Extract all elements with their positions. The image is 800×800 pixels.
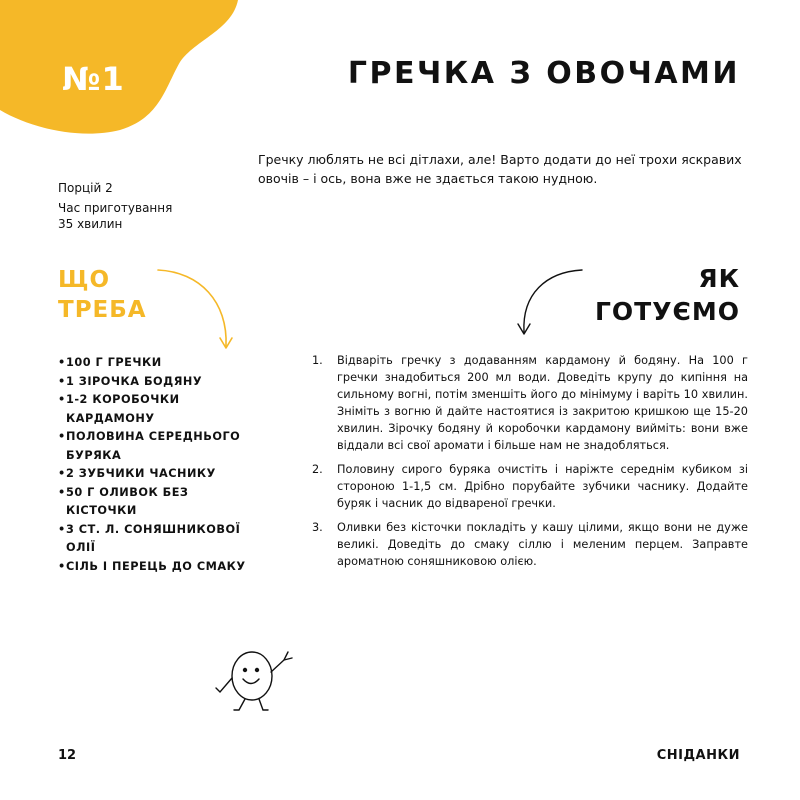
ingredients-heading-line2: ТРЕБА <box>58 297 147 323</box>
smiling-character-icon <box>208 648 298 714</box>
step-text: Відваріть гречку з додаванням кардамону й бодяну. На 100 г гречки знадобиться 200 мл води. Доведіть крупу до кипіння на сильному вогні, потім зменшіть його до мінімуму і варіть 10 хвилин. Зніміть з вогню й дайте настоятися із закритою кришкою ще 15-20 хвилин. Зірочку бодяну й коробочки кардамону вийміть: вони вже віддали всі свої аромати і більше нам не знадобляться. <box>337 354 748 452</box>
ingredient-item: • СІЛЬ І ПЕРЕЦЬ ДО СМАКУ <box>58 558 258 577</box>
method-step <box>312 461 748 512</box>
ingredient-item: • 2 ЗУБЧИКИ ЧАСНИКУ <box>58 465 258 484</box>
method-step <box>312 519 748 570</box>
ingredient-item: • ПОЛОВИНА СЕРЕДНЬОГО БУРЯКА <box>58 428 258 465</box>
ingredient-item: • 1-2 КОРОБОЧКИ КАРДАМОНУ <box>58 391 258 428</box>
ingredient-item: • 100 Г ГРЕЧКИ <box>58 354 258 373</box>
section-name: СНІДАНКИ <box>656 748 740 763</box>
ingredients-heading <box>58 265 147 325</box>
method-heading-line1: ЯК <box>698 264 740 293</box>
step-number: 3. <box>312 521 323 534</box>
page-number: 12 <box>58 748 77 763</box>
method-heading <box>595 262 740 328</box>
curved-arrow-icon <box>510 264 590 340</box>
step-number: 2. <box>312 463 323 476</box>
ingredient-item: • 50 Г ОЛИВОК БЕЗ КІСТОЧКИ <box>58 484 258 521</box>
ingredients-heading-line1: ЩО <box>58 267 111 293</box>
ingredient-item: • 3 СТ. Л. СОНЯШНИКОВОЇ ОЛІЇ <box>58 521 258 558</box>
ingredient-item: • 1 ЗІРОЧКА БОДЯНУ <box>58 373 258 392</box>
page-title: ГРЕЧКА З ОВОЧАМИ <box>347 56 740 91</box>
step-number: 1. <box>312 354 323 367</box>
method-heading-line2: ГОТУЄМО <box>595 297 740 326</box>
ingredients-list <box>58 354 258 576</box>
step-text: Оливки без кісточки покладіть у кашу цілими, якщо вони не дуже великі. Доведіть до смаку сіллю і меленим перцем. Заправте ароматною соняшниковою олією. <box>337 521 748 568</box>
method-steps <box>312 352 748 577</box>
intro-paragraph: Гречку люблять не всі дітлахи, але! Варто додати до неї трохи яскравих овочів – і ось, вона вже не здається такою нудною. <box>258 152 742 186</box>
curved-arrow-icon <box>150 262 240 354</box>
method-step <box>312 352 748 454</box>
servings-text: Порцій 2 <box>58 181 113 195</box>
recipe-meta <box>58 178 172 234</box>
step-text: Половину сирого буряка очистіть і наріжте середнім кубиком зі стороною 1-1,5 см. Дрібно порубайте зубчики часнику. Додайте буряк і часник до відвареної гречки. <box>337 463 748 510</box>
cooking-time-label: Час приготування <box>58 201 173 215</box>
cooking-time-value: 35 хвилин <box>58 217 123 231</box>
recipe-number: №1 <box>62 60 125 98</box>
